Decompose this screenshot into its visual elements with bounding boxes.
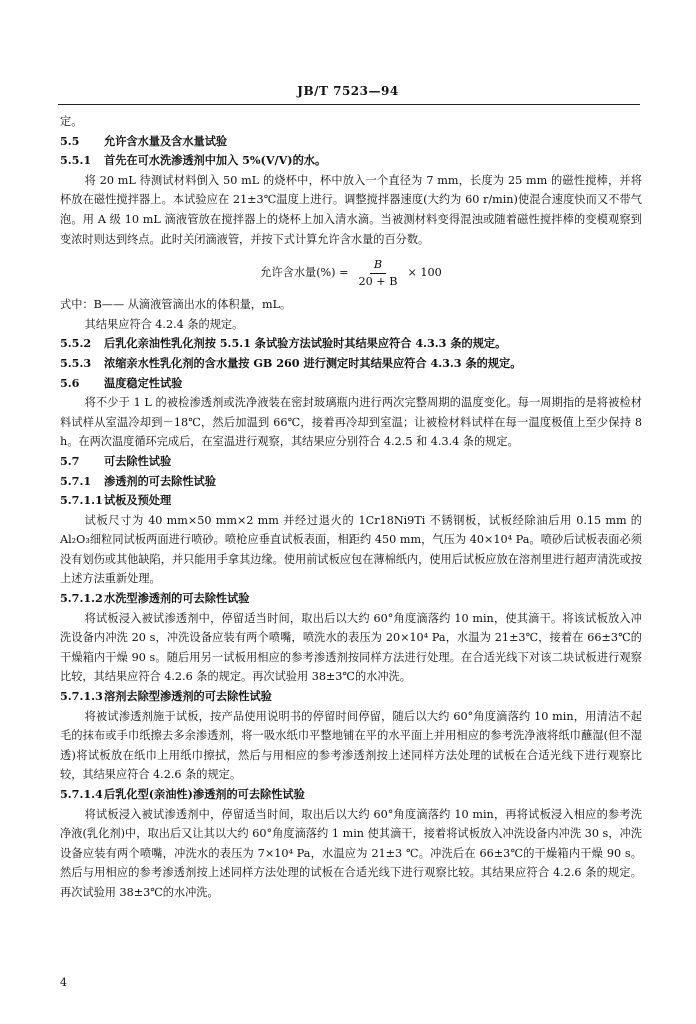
section-heading: [60, 687, 642, 707]
section-heading: [60, 354, 642, 374]
body-paragraph: 将被试渗透剂施于试板，按产品使用说明书的停留时间停留，随后以大约 60°角度滴落约 10 min，用清洁不起毛的抹布或手巾纸擦去多余渗透剂，将一吸水纸巾平整地铺在平的水平面上并用相应的参考洗净液将纸巾蘸湿(但不湿透)将试板放在纸巾上用纸巾擦拭，然后与用相应的参考渗透剂按上述同样方法处理的试板在合适光线下进行观察比较，其结果应符合 4.2.6 条的规定。: [60, 709, 642, 782]
section-number: 5.7.1.2: [60, 591, 103, 606]
section-number: 5.5.1: [60, 153, 92, 168]
section-number: 5.7.1.1: [60, 493, 103, 508]
body-paragraph: 试板尺寸为 40 mm×50 mm×2 mm 并经过退火的 1Cr18Ni9Ti 不锈钢板，试板经除油后用 0.15 mm 的 Al₂O₃细粒同试板两面进行喷砂。喷枪应垂直试板表面，相距约 450 mm，气压为 40×10⁴ Pa。喷砂后试板表面必须没有划伤或其他缺陷，并只能用手拿其边缘。使用前试板应包在薄棉纸内，使用后试板应放在溶剂里进行超声清洗或按上述方法重新处理。: [60, 513, 642, 586]
section-heading-text: 渗透剂的可去除性试验: [104, 473, 216, 488]
body-paragraph: 其结果应符合 4.2.4 条的规定。: [84, 317, 244, 331]
formula-denominator: 20 + B: [358, 274, 398, 288]
header-rule: [58, 104, 640, 105]
section-heading-text: 后乳化亲油性乳化剂按 5.5.1 条试验方法试验时其结果应符合 4.3.3 条的规定。: [104, 336, 507, 351]
page-number: 4: [60, 976, 67, 989]
section-heading-text: 浓缩亲水性乳化剂的含水量按 GB 260 进行测定时其结果应符合 4.3.3 条的规定。: [104, 355, 522, 370]
section-number: 5.5.3: [60, 355, 92, 370]
section-heading: [60, 589, 642, 609]
section-heading: [60, 334, 642, 354]
section-number: 5.7: [60, 453, 80, 468]
section-number: 5.5: [60, 133, 80, 148]
section-heading: [60, 151, 642, 171]
section-heading: [60, 472, 642, 492]
section-heading: [60, 374, 642, 394]
section-heading: [60, 491, 642, 511]
section-heading-text: 后乳化型(亲油性)渗透剂的可去除性试验: [104, 787, 305, 801]
section-heading: [60, 132, 642, 152]
section-number: 5.5.2: [60, 336, 92, 351]
formula-lhs: 允许含水量(%) =: [260, 266, 349, 280]
section-heading-text: 温度稳定性试验: [104, 375, 183, 390]
section-number: 5.7.1.4: [60, 787, 103, 801]
section-number: 5.7.1.3: [60, 689, 103, 704]
section-heading-text: 试板及预处理: [104, 493, 172, 508]
formula-rhs: × 100: [407, 266, 442, 280]
document-body: [60, 112, 642, 903]
section-heading-text: 水洗型渗透剂的可去除性试验: [104, 591, 250, 606]
section-number: 5.7.1: [60, 473, 92, 488]
body-paragraph: 定。: [60, 115, 83, 128]
section-number: 5.6: [60, 375, 80, 390]
section-heading-text: 首先在可水洗渗透剂中加入 5%(V/V)的水。: [104, 153, 327, 168]
formula-water-content: [60, 251, 642, 295]
section-heading: [60, 785, 642, 805]
standard-header: JB/T 7523—94: [297, 84, 399, 98]
section-heading-text: 可去除性试验: [104, 453, 172, 468]
section-heading: [60, 452, 642, 472]
body-paragraph: 将试板浸入被试渗透剂中，停留适当时间，取出后以大约 60°角度滴落约 10 min，再将试板浸入相应的参考洗净液(乳化剂)中，取出后又让其以大约 60°角度滴落约 1 min 使其滴干，接着将试板放入冲洗设备内冲洗 30 s，冲洗设备应装有两个喷嘴，冲洗水的表压为 7×10⁴ Pa，水温应为 21±3 ℃。冲洗后在 66±3℃的干燥箱内干燥 90 s。然后与用相应的参考渗透剂按上述同样方法处理的试板在合适光线下进行观察比较。其结果应符合 4.2.6 条的规定。再次试验用 38±3℃的水冲洗。: [60, 807, 642, 899]
body-paragraph: 将不少于 1 L 的被检渗透剂或洗净液装在密封玻璃瓶内进行两次完整周期的温度变化。每一周期指的是将被检材料试样从室温冷却到－18℃，然后加温到 66℃，接着再冷却到室温；让被检材料试样在每一温度极值上至少保持 8 h。在两次温度循环完成后，在室温进行观察，其结果应分别符合 4.2.5 和 4.3.4 条的规定。: [60, 396, 642, 449]
section-heading-text: 允许含水量及含水量试验: [104, 133, 228, 148]
body-paragraph: 将 20 mL 待测试材料倒入 50 mL 的烧杯中，杯中放入一个直径为 7 mm，长度为 25 mm 的磁性搅棒，并将杯放在磁性搅拌器上。本试验应在 21±3℃温度上进行。调整搅拌器速度(大约为 60 r/min)使混合速度快而又不带气泡。用 A 级 10 mL 滴液管放在搅拌器上的烧杯上加入清水滴。当被测材料变得混浊或随着磁性搅拌棒的变模观察到变浓时则达到终点。此时关闭滴液管，并按下式计算允许含水量的百分数。: [60, 173, 642, 246]
body-paragraph: 式中：B—— 从滴液管滴出水的体积量，mL。: [60, 298, 292, 312]
body-paragraph: 将试板浸入被试渗透剂中，停留适当时间，取出后以大约 60°角度滴落约 10 min，使其滴干。将该试板放入冲洗设备内冲洗 20 s，冲洗设备应装有两个喷嘴，喷洗水的表压为 20×10⁴ Pa，水温为 21±3℃，接着在 66±3℃的干燥箱内干燥 90 s。随后用另一试板用相应的参考渗透剂按同样方法进行处理。在合适光线下对该二块试板进行观察比较，其结果应符合 4.2.6 条的规定。再次试验用 38±3℃的水冲洗。: [60, 611, 642, 684]
formula-fraction: [354, 257, 401, 290]
section-heading-text: 溶剂去除型渗透剂的可去除性试验: [104, 689, 272, 704]
formula-numerator: B: [370, 257, 386, 274]
